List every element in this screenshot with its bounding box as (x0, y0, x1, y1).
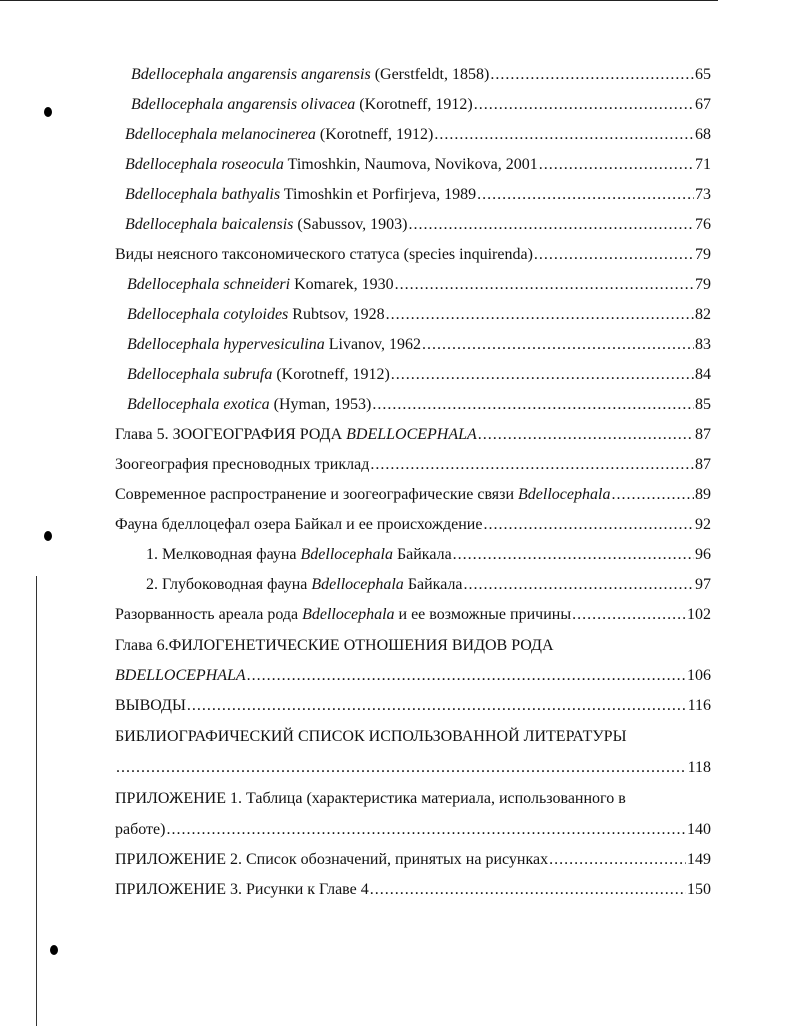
toc-entry (125, 215, 711, 235)
toc-entry-title (115, 666, 246, 686)
taxon-name: Bdellocephala (300, 546, 393, 563)
toc-entry-text: 2. Глубоководная фауна (146, 576, 312, 593)
page-number: 67 (695, 96, 711, 113)
toc-entry-text: Rubtsov, 1928 (288, 306, 385, 323)
dot-leader (247, 666, 686, 686)
toc-entry-title (127, 395, 371, 415)
toc-entry (131, 95, 711, 115)
toc-entry (115, 515, 711, 535)
page-number: 89 (695, 486, 711, 503)
taxon-name: Bdellocephala (311, 576, 404, 593)
dot-leader (422, 335, 694, 355)
toc-heading-line: БИБЛИОГРАФИЧЕСКИЙ СПИСОК ИСПОЛЬЗОВАННОЙ ЛИТЕРАТУРЫ (115, 728, 627, 745)
page-number: 106 (687, 667, 711, 684)
toc-entry-title: Зоогеография пресноводных триклад (115, 456, 370, 473)
page-number: 118 (687, 759, 711, 776)
dot-leader (408, 215, 694, 235)
toc-entry-title (125, 125, 433, 145)
taxon-name: Bdellocephala angarensis olivacea (131, 96, 356, 113)
dot-leader (116, 758, 687, 778)
toc-entry-text: Timoshkin, Naumova, Novikova, 2001 (283, 156, 538, 173)
toc-entry-title: Фауна бделлоцефал озера Байкал и ее происхождение (115, 516, 483, 533)
dot-leader (611, 485, 694, 505)
page-number: 73 (695, 186, 711, 203)
taxon-name: Bdellocephala subrufa (127, 366, 273, 383)
taxon-name: Bdellocephala (302, 606, 395, 623)
toc-entry (125, 125, 711, 145)
toc-entry-text: 1. Мелководная фауна (146, 546, 301, 563)
dot-leader (549, 850, 686, 870)
toc-entry (125, 185, 711, 205)
dot-leader (539, 155, 694, 175)
toc-entry-title (115, 605, 571, 625)
toc-entry (115, 245, 711, 265)
toc-entry-text: Современное распространение и зоогеографические связи (115, 486, 519, 503)
page-number: 79 (695, 276, 711, 293)
dot-leader (187, 696, 687, 716)
toc-entry (115, 485, 711, 505)
toc-entry (115, 696, 711, 716)
toc-entry (115, 425, 711, 445)
punch-hole-mark (44, 107, 52, 117)
dot-leader (464, 575, 694, 595)
toc-entry-text: (Korotneff, 1912) (355, 96, 473, 113)
toc-entry (125, 155, 711, 175)
toc-entry-title (125, 155, 538, 175)
page-number: 87 (695, 456, 711, 473)
taxon-name: Bdellocephala schneideri (127, 276, 291, 293)
toc-entry-text: Глава 5. ЗООГЕОГРАФИЯ РОДА (115, 426, 347, 443)
page-number: 102 (687, 606, 711, 623)
toc-entry-title (127, 275, 394, 295)
dot-leader (370, 455, 694, 475)
dot-leader (534, 245, 694, 265)
toc-heading-line: ПРИЛОЖЕНИЕ 1. Таблица (характеристика материала, использованного в (115, 790, 626, 807)
page-number: 150 (687, 881, 711, 898)
toc-entry-title (131, 95, 473, 115)
punch-hole-mark (44, 531, 52, 541)
taxon-name: Bdellocephala angarensis angarensis (131, 66, 371, 83)
page-number: 149 (687, 851, 711, 868)
toc-entry-title: ПРИЛОЖЕНИЕ 2. Список обозначений, принятых на рисунках (115, 851, 549, 868)
page-number: 140 (687, 821, 711, 838)
taxon-name: Bdellocephala cotyloides (127, 306, 289, 323)
taxon-name: Bdellocephala (518, 486, 611, 503)
toc-entry-text: Timoshkin et Porfirjeva, 1989 (280, 186, 477, 203)
toc-entry-text: Байкала (403, 576, 463, 593)
page-number: 65 (695, 66, 711, 83)
dot-leader (386, 305, 694, 325)
dot-leader (395, 275, 694, 295)
toc-entry (127, 335, 711, 355)
dot-leader (391, 365, 694, 385)
toc-entry (127, 365, 711, 385)
page-number: 71 (695, 156, 711, 173)
toc-entry-text: (Korotneff, 1912) (272, 366, 390, 383)
toc-entry (115, 666, 711, 686)
toc-entry (146, 575, 711, 595)
dot-leader (434, 125, 694, 145)
toc-entry (115, 758, 711, 778)
punch-hole-mark (50, 945, 58, 955)
toc-entry (127, 395, 711, 415)
toc-entry-title: ПРИЛОЖЕНИЕ 3. Рисунки к Главе 4 (115, 881, 369, 898)
dot-leader (483, 515, 694, 535)
toc-entry-text: (Gerstfeldt, 1858) (370, 66, 490, 83)
toc-entry-title (125, 185, 476, 205)
toc-entry-title (127, 305, 385, 325)
taxon-name: BDELLOCEPHALA (346, 426, 477, 443)
dot-leader (453, 545, 694, 565)
toc-entry-text: Разорванность ареала рода (115, 606, 303, 623)
toc-entry-text: и ее возможные причины (394, 606, 572, 623)
toc-entry-text: (Korotneff, 1912) (315, 126, 434, 143)
toc-entry-text: Байкала (392, 546, 452, 563)
toc-entry (115, 455, 711, 475)
taxon-name: Bdellocephala roseocula (125, 156, 284, 173)
toc-heading-line: Глава 6.ФИЛОГЕНЕТИЧЕСКИЕ ОТНОШЕНИЯ ВИДОВ РОДА (115, 637, 554, 654)
toc-entry-text: Livanov, 1962 (324, 336, 421, 353)
page-number: 82 (695, 306, 711, 323)
dot-leader (490, 65, 694, 85)
dot-leader (370, 880, 686, 900)
toc-entry (115, 820, 711, 840)
toc-entry-title: ВЫВОДЫ (115, 697, 186, 714)
page-number: 68 (695, 126, 711, 143)
toc-entry-title: Виды неясного таксономического статуса (species inquirenda) (115, 246, 533, 263)
page-number: 87 (695, 426, 711, 443)
page-number: 96 (695, 546, 711, 563)
toc-entry-title (125, 215, 407, 235)
page-number: 83 (695, 336, 711, 353)
toc-entry-title: работе) (115, 821, 166, 838)
dot-leader (478, 425, 694, 445)
toc-entry-text: (Sabussov, 1903) (293, 216, 408, 233)
toc-entry (146, 545, 711, 565)
left-margin-rule (36, 576, 37, 1026)
toc-entry (115, 850, 711, 870)
dot-leader (572, 605, 686, 625)
dot-leader (166, 820, 686, 840)
toc-entry-title (127, 335, 421, 355)
taxon-name: Bdellocephala melanocinerea (125, 126, 316, 143)
page-number: 116 (687, 697, 711, 714)
taxon-name: Bdellocephala exotica (127, 396, 270, 413)
dot-leader (372, 395, 694, 415)
taxon-name: Bdellocephala bathyalis (125, 186, 281, 203)
toc-entry (115, 605, 711, 625)
dot-leader (477, 185, 694, 205)
toc-entry (115, 880, 711, 900)
page-number: 76 (695, 216, 711, 233)
toc-entry-title (131, 65, 489, 85)
dot-leader (474, 95, 694, 115)
toc-entry (127, 305, 711, 325)
page-number: 92 (695, 516, 711, 533)
toc-entry-title (115, 485, 610, 505)
top-rule (0, 0, 718, 1)
page-number: 84 (695, 366, 711, 383)
taxon-name: Bdellocephala hypervesiculina (127, 336, 325, 353)
page-number: 97 (695, 576, 711, 593)
toc-entry-title (127, 365, 390, 385)
toc-entry (127, 275, 711, 295)
toc-entry-title (146, 575, 463, 595)
taxon-name: BDELLOCEPHALA (115, 667, 246, 684)
toc-entry-text: (Hyman, 1953) (269, 396, 372, 413)
toc-entry-text: Komarek, 1930 (290, 276, 394, 293)
page-number: 85 (695, 396, 711, 413)
taxon-name: Bdellocephala baicalensis (125, 216, 294, 233)
toc-entry-title (146, 545, 452, 565)
toc-entry-title (115, 425, 477, 445)
page-number: 79 (695, 246, 711, 263)
toc-entry (131, 65, 711, 85)
